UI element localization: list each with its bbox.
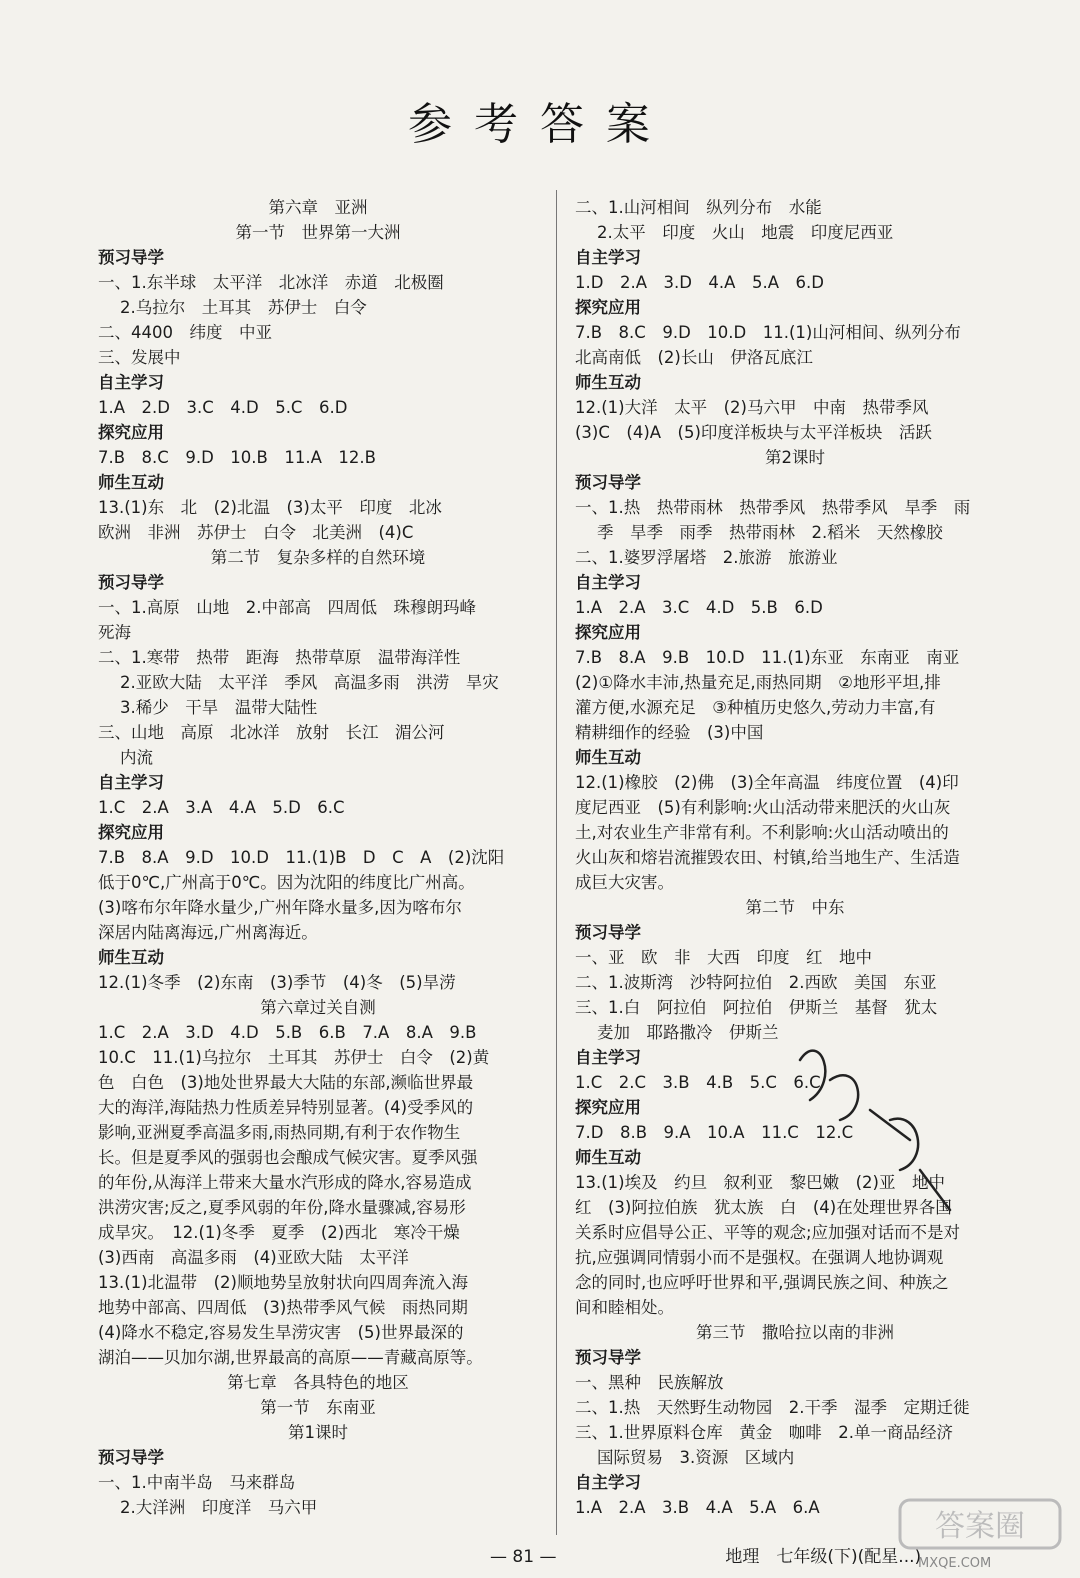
- left-column: [98, 195, 538, 1520]
- svg-text:答案圈: 答案圈: [935, 1509, 1025, 1544]
- right-column-line: (2)①降水丰沛,热量充足,雨热同期 ②地形平坦,排: [575, 673, 941, 692]
- left-column-line: 2.亚欧大陆 太平洋 季风 高温多雨 洪涝 旱灾: [120, 673, 499, 692]
- left-column-line: 2.大洋洲 印度洋 马六甲: [120, 1498, 318, 1517]
- left-column-line: 7.B 8.A 9.D 10.D 11.(1)B D C A (2)沈阳: [98, 848, 505, 867]
- left-column-line: 师生互动: [98, 948, 164, 967]
- left-column-line: 预习导学: [98, 573, 164, 592]
- left-column-line: 第1课时: [288, 1423, 348, 1442]
- right-column-line: 师生互动: [575, 373, 641, 392]
- right-column-line: 间和睦相处。: [575, 1298, 674, 1317]
- left-column-line: 深居内陆离海远,广州离海近。: [98, 923, 318, 942]
- right-column-line: 探究应用: [575, 298, 641, 317]
- left-column-line: 一、1.东半球 太平洋 北冰洋 赤道 北极圈: [98, 273, 444, 292]
- right-column-line: 自主学习: [575, 1473, 641, 1492]
- right-column-line: 度尼西亚 (5)有利影响:火山活动带来肥沃的火山灰: [575, 798, 951, 817]
- left-column-line: 洪涝灾害;反之,夏季风弱的年份,降水量骤减,容易形: [98, 1198, 466, 1217]
- left-column-line: 一、1.高原 山地 2.中部高 四周低 珠穆朗玛峰: [98, 598, 476, 617]
- left-column-line: 13.(1)东 北 (2)北温 (3)太平 印度 北冰: [98, 498, 442, 517]
- right-column-line: 12.(1)大洋 太平 (2)马六甲 中南 热带季风: [575, 398, 929, 417]
- left-column-line: 二、1.寒带 热带 距海 热带草原 温带海洋性: [98, 648, 461, 667]
- page-title: 参考答案: [408, 99, 672, 150]
- right-column-line: 探究应用: [575, 623, 641, 642]
- right-column-line: 北高南低 (2)长山 伊洛瓦底江: [575, 348, 813, 367]
- right-column-line: 第2课时: [765, 448, 825, 467]
- right-column-line: 成巨大灾害。: [575, 873, 674, 892]
- left-column-line: 7.B 8.C 9.D 10.B 11.A 12.B: [98, 448, 376, 467]
- left-column-line: 预习导学: [98, 248, 164, 267]
- right-column-line: 预习导学: [575, 1348, 641, 1367]
- handwritten-signature: [780, 1020, 980, 1220]
- right-column: [575, 195, 1015, 1520]
- right-column-line: 自主学习: [575, 573, 641, 592]
- right-column-line: 抗,应强调同情弱小而不是强权。在强调人地协调观: [575, 1248, 944, 1267]
- right-column-line: 麦加 耶路撒冷 伊斯兰: [597, 1023, 779, 1042]
- right-column-line: 土,对农业生产非常有利。不利影响:火山活动喷出的: [575, 823, 949, 842]
- left-column-line: 色 白色 (3)地处世界最大大陆的东部,濒临世界最: [98, 1073, 474, 1092]
- column-divider: [556, 190, 557, 1535]
- right-column-line: 12.(1)橡胶 (2)佛 (3)全年高温 纬度位置 (4)印: [575, 773, 959, 792]
- right-column-line: 二、1.热 天然野生动物园 2.干季 湿季 定期迁徙: [575, 1398, 970, 1417]
- left-column-line: 3.稀少 干旱 温带大陆性: [120, 698, 318, 717]
- left-column-line: 一、1.中南半岛 马来群岛: [98, 1473, 296, 1492]
- left-column-line: 自主学习: [98, 773, 164, 792]
- right-column-line: 灌方便,水源充足 ③种植历史悠久,劳动力丰富,有: [575, 698, 936, 717]
- right-column-line: 2.太平 印度 火山 地震 印度尼西亚: [597, 223, 894, 242]
- right-column-line: 1.D 2.A 3.D 4.A 5.A 6.D: [575, 273, 824, 292]
- right-column-line: 国际贸易 3.资源 区域内: [597, 1448, 795, 1467]
- right-column-line: 7.D 8.B 9.A 10.A 11.C 12.C: [575, 1123, 854, 1142]
- left-column-line: 死海: [98, 623, 131, 642]
- left-column-line: 成旱灾。 12.(1)冬季 夏季 (2)西北 寒冷干燥: [98, 1223, 460, 1242]
- watermark-text: MXQE.COM: [918, 1556, 992, 1571]
- left-column-line: 自主学习: [98, 373, 164, 392]
- left-column-line: 预习导学: [98, 1448, 164, 1467]
- left-column-line: 二、4400 纬度 中亚: [98, 323, 272, 342]
- right-column-line: 三、1.世界原料仓库 黄金 咖啡 2.单一商品经济: [575, 1423, 953, 1442]
- left-column-line: 12.(1)冬季 (2)东南 (3)季节 (4)冬 (5)旱涝: [98, 973, 456, 992]
- right-column-line: 1.A 2.A 3.B 4.A 5.A 6.A: [575, 1498, 820, 1517]
- left-column-line: (4)降水不稳定,容易发生旱涝灾害 (5)世界最深的: [98, 1323, 464, 1342]
- right-column-line: 师生互动: [575, 748, 641, 767]
- right-column-line: 1.C 2.C 3.B 4.B 5.C 6.C: [575, 1073, 821, 1092]
- left-column-line: 1.A 2.D 3.C 4.D 5.C 6.D: [98, 398, 348, 417]
- right-column-line: 关系时应倡导公正、平等的观念;应加强对话而不是对: [575, 1223, 961, 1242]
- left-column-line: 影响,亚洲夏季高温多雨,雨热同期,有利于农作物生: [98, 1123, 461, 1142]
- right-column-line: 第三节 撒哈拉以南的非洲: [696, 1323, 894, 1342]
- left-column-line: 探究应用: [98, 823, 164, 842]
- left-column-line: 的年份,从海洋上带来大量水汽形成的降水,容易造成: [98, 1173, 472, 1192]
- left-column-line: (3)西南 高温多雨 (4)亚欧大陆 太平洋: [98, 1248, 409, 1267]
- left-column-line: 欧洲 非洲 苏伊士 白令 北美洲 (4)C: [98, 523, 414, 542]
- left-column-line: 长。但是夏季风的强弱也会酿成气候灾害。夏季风强: [98, 1148, 478, 1167]
- right-column-line: (3)C (4)A (5)印度洋板块与太平洋板块 活跃: [575, 423, 932, 442]
- left-column-line: 湖泊——贝加尔湖,世界最高的高原——青藏高原等。: [98, 1348, 483, 1367]
- right-column-line: 二、1.山河相间 纵列分布 水能: [575, 198, 822, 217]
- left-column-line: 13.(1)北温带 (2)顺地势呈放射状向四周奔流入海: [98, 1273, 468, 1292]
- right-column-line: 13.(1)埃及 约旦 叙利亚 黎巴嫩 (2)亚 地中: [575, 1173, 945, 1192]
- footer-subject: 地理 七年级(下)(配星...): [725, 1547, 922, 1567]
- right-column-line: 三、1.白 阿拉伯 阿拉伯 伊斯兰 基督 犹太: [575, 998, 938, 1017]
- right-column-line: 一、黑种 民族解放: [575, 1373, 724, 1392]
- right-column-line: 预习导学: [575, 473, 641, 492]
- left-column-line: 探究应用: [98, 423, 164, 442]
- right-column-line: 二、1.婆罗浮屠塔 2.旅游 旅游业: [575, 548, 838, 567]
- right-column-line: 红 (3)阿拉伯族 犹太族 白 (4)在处理世界各国: [575, 1198, 952, 1217]
- left-column-line: 低于0℃,广州高于0℃。因为沈阳的纬度比广州高。: [98, 873, 475, 892]
- right-column-line: 自主学习: [575, 248, 641, 267]
- left-column-line: 第二节 复杂多样的自然环境: [210, 548, 426, 567]
- left-column-line: 师生互动: [98, 473, 164, 492]
- right-column-line: 念的同时,也应呼吁世界和平,强调民族之间、种族之: [575, 1273, 949, 1292]
- right-column-line: 季 旱季 雨季 热带雨林 2.稻米 天然橡胶: [597, 523, 943, 542]
- page-number: — 81 —: [490, 1547, 557, 1567]
- right-column-line: 探究应用: [575, 1098, 641, 1117]
- left-column-line: 第六章 亚洲: [268, 198, 368, 217]
- right-column-line: 预习导学: [575, 923, 641, 942]
- left-column-line: 第六章过关自测: [260, 998, 376, 1017]
- right-column-line: 1.A 2.A 3.C 4.D 5.B 6.D: [575, 598, 823, 617]
- right-column-line: 7.B 8.A 9.B 10.D 11.(1)东亚 东南亚 南亚: [575, 648, 960, 667]
- left-column-line: 第一节 世界第一大洲: [235, 223, 401, 242]
- left-column-line: 内流: [120, 748, 153, 767]
- right-column-line: 自主学习: [575, 1048, 641, 1067]
- right-column-line: 7.B 8.C 9.D 10.D 11.(1)山河相间、纵列分布: [575, 323, 961, 342]
- left-column-line: 三、山地 高原 北冰洋 放射 长江 湄公河: [98, 723, 445, 742]
- left-column-line: 大的海洋,海陆热力性质差异特别显著。(4)受季风的: [98, 1098, 474, 1117]
- left-column-line: 三、发展中: [98, 348, 181, 367]
- right-column-line: 一、亚 欧 非 大西 印度 红 地中: [575, 948, 872, 967]
- right-column-line: 一、1.热 热带雨林 热带季风 热带季风 旱季 雨: [575, 498, 971, 517]
- left-column-line: 2.乌拉尔 土耳其 苏伊士 白令: [120, 298, 367, 317]
- left-column-line: 1.C 2.A 3.D 4.D 5.B 6.B 7.A 8.A 9.B: [98, 1023, 477, 1042]
- left-column-line: (3)喀布尔年降水量少,广州年降水量多,因为喀布尔: [98, 898, 462, 917]
- right-column-line: 第二节 中东: [745, 898, 845, 917]
- right-column-line: 精耕细作的经验 (3)中国: [575, 723, 764, 742]
- left-column-line: 第七章 各具特色的地区: [227, 1373, 409, 1392]
- left-column-line: 第一节 东南亚: [260, 1398, 376, 1417]
- left-column-line: 1.C 2.A 3.A 4.A 5.D 6.C: [98, 798, 345, 817]
- right-column-line: 火山灰和熔岩流摧毁农田、村镇,给当地生产、生活造: [575, 848, 960, 867]
- right-column-line: 师生互动: [575, 1148, 641, 1167]
- left-column-line: 10.C 11.(1)乌拉尔 土耳其 苏伊士 白令 (2)黄: [98, 1048, 490, 1067]
- right-column-line: 二、1.波斯湾 沙特阿拉伯 2.西欧 美国 东亚: [575, 973, 937, 992]
- left-column-line: 地势中部高、四周低 (3)热带季风气候 雨热同期: [98, 1298, 468, 1317]
